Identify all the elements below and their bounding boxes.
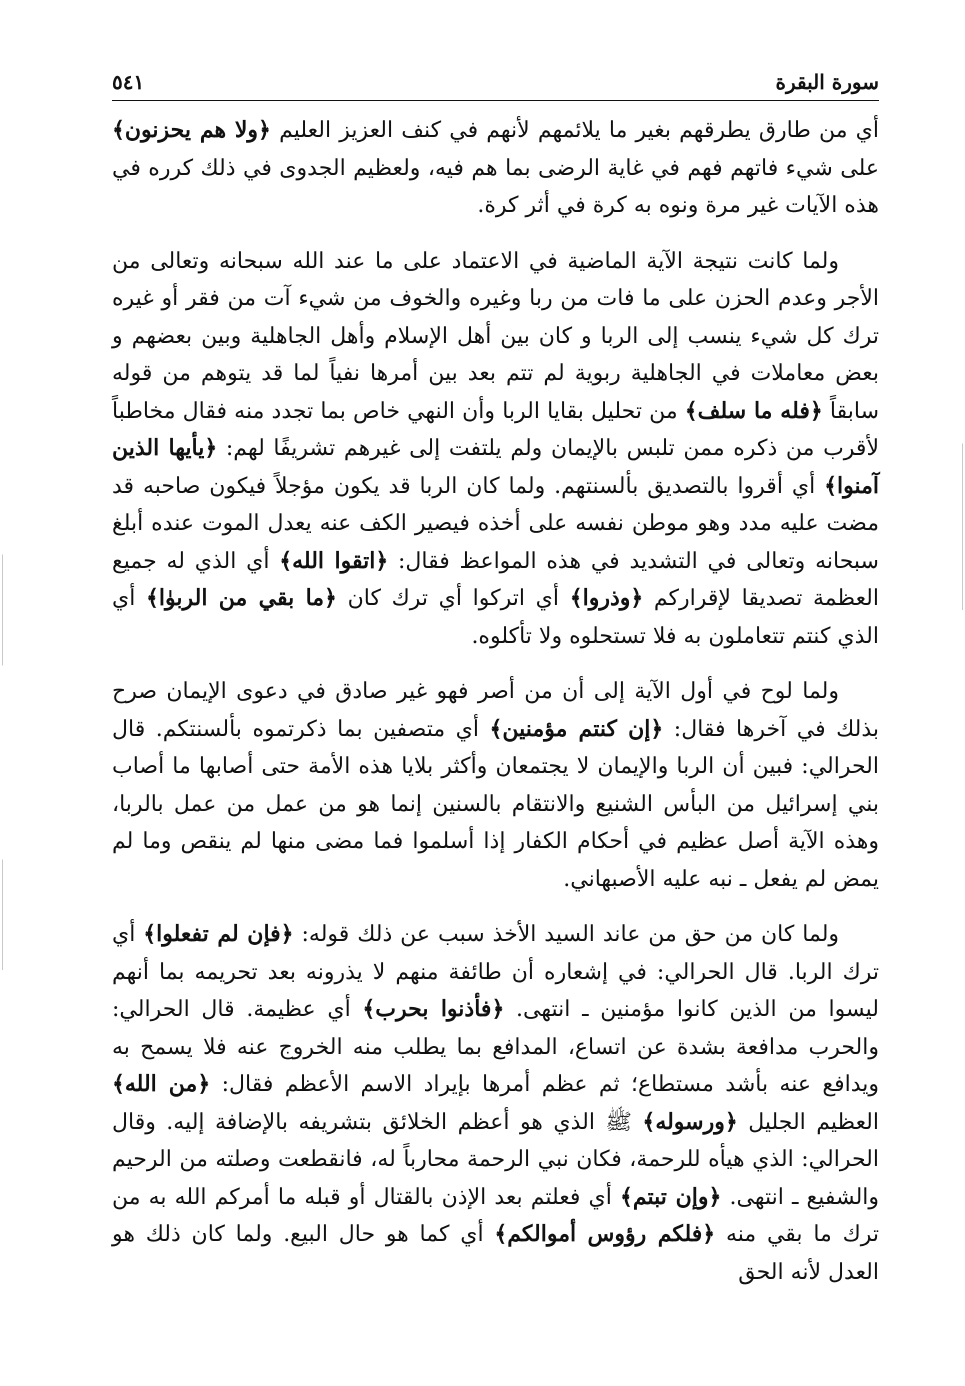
paragraph-text: أي أقروا بالتصديق بألسنتهم. ولما كان الربا قد يكون مؤجلاً فيكون صاحبه قد مضت عليه مدد وهو موطن نفسه على أخذه فيصير الكف عنه يعدل الموت عنده أبلغ سبحانه وتعالى في التشديد في هذه المواعظ فقال:	[112, 473, 879, 574]
paragraph-text: أي من طارق يطرقهم بغير ما يلائمهم لأنهم في كنف العزيز العليم	[270, 118, 879, 143]
paragraph	[112, 916, 879, 1291]
paragraph-text: ولما كانت نتيجة الآية الماضية في الاعتماد على ما عند الله سبحانه وتعالى من الأجر وعدم الحزن على ما فات من ربا وغيره والخوف من شيء آت من فقر أو غيره ترك كل شيء ينسب إلى الربا و كان بين أهل الإسلام وأهل الجاهلية وبين بعضهم و بعض معاملات في الجاهلية ربوية لم تتم بعد بين أمرها نفياً لما قد يتوهم من قوله سابقاً	[112, 248, 880, 424]
paragraph-text: من تحليل بقايا الربا وأن النهي خاص بما تجدد منه فقال مخاطباً لأقرب من ذكره ممن تلبس بالإيمان ولم يلتفت إلى غيرهم تشريفًا لهم:	[112, 398, 879, 461]
paragraph-text: العظيم الجليل	[737, 1109, 880, 1135]
paragraph-text: أي الذي له جميع العظمة تصديقا لإقراركم	[112, 548, 879, 611]
quran-quote: ﴿فإن لم تفعلوا﴾	[143, 921, 294, 947]
quran-quote: ﴿إن كنتم مؤمنين﴾	[489, 715, 664, 742]
quran-quote: ﴿اتقوا الله﴾	[279, 547, 389, 574]
scan-edge-left	[2, 0, 3, 1386]
paragraph-text: أي فعلتم بعد الإذن بالقتال أو قبله ما أمركم الله به من ترك ما بقي منه	[112, 1184, 879, 1247]
paragraph-text: أي ترك الربا. قال الحرالي: في إشعاره أن طائفة منهم لا يذرونه بعد تحريمه بما أنهم ليسوا من الذين كانوا مؤمنين ـ انتهى.	[112, 922, 879, 1022]
page-number: ٥٤١	[112, 70, 145, 94]
paragraph-text: أي عظيمة. قال الحرالي: والحرب مدافعة بشدة عن اتساع، المدافع بما يطلب منه الخروج عنه فلا يسمح به ويدافع عنه بأشد مستطاع؛ ثم عظم أمرها بإيراد الاسم الأعظم فقال:	[112, 997, 879, 1097]
quran-quote: ﴿ما بقي من الربوٰا﴾	[146, 585, 337, 611]
quran-quote: ﴿من الله﴾	[112, 1071, 211, 1097]
quran-quote: ﴿وإن تبتم﴾	[619, 1183, 722, 1210]
paragraph-text: أي اتركوا أي ترك كان	[336, 586, 570, 611]
scan-edge-right	[962, 0, 963, 1386]
page-header	[112, 60, 879, 101]
paragraph-text: ولما لوح في أول الآية إلى أن من أصر فهو غير صادق في دعوى الإيمان صرح بذلك في آخرها فقال:	[112, 679, 880, 742]
quran-quote: ﴿وذروا﴾	[569, 585, 644, 611]
surah-title: سورة البقرة	[775, 70, 879, 94]
page-body	[112, 112, 879, 1291]
paragraph	[112, 673, 879, 898]
quran-quote: ﴿ولا هم يحزنون﴾	[112, 117, 271, 143]
paragraph-text: أي متصفين بما ذكرتموه بألسنتكم. قال الحرالي: فبين أن الربا والإيمان لا يجتمعان وأكثر بلايا هذه الأمة حتى أصابها ما أصاب بني إسرائيل من البأس الشنيع والانتقام بالسنين إنما هو من عمل من عمل بالربا، وهذه الآية أصل عظيم في أحكام الكفار إذا أسلموا فما مضى منها لم ينقص وما لم يمض لم يفعل ـ نبه عليه الأصبهاني.	[112, 716, 879, 892]
quran-quote: ﴿فله ما سلف﴾	[684, 397, 823, 424]
quran-quote: ﴿فلكم رؤوس أموالكم﴾	[494, 1221, 716, 1247]
paragraph	[112, 243, 879, 656]
paragraph	[112, 112, 879, 225]
quran-quote: ﴿ورسوله﴾	[642, 1108, 738, 1135]
quran-quote: ﴿يأيها الذين آمنوا﴾	[112, 435, 879, 499]
paragraph-text: ولما كان من حق من عاند السيد الأخذ سبب عن ذلك قوله:	[293, 922, 840, 947]
paragraph-text: ﷺ الذي هو أعظم الخلائق بتشريفه بالإضافة إليه. وقال الحرالي: الذي هيأه للرحمة، فكان نبي الرحمة محارباً له، فانقطعت وصلته من الرحيم والشفيع ـ انتهى.	[112, 1109, 880, 1210]
quran-quote: ﴿فأذنوا بحرب﴾	[362, 996, 505, 1022]
paragraph-text: على شيء فاتهم فهم في غاية الرضى بما هم فيه، ولعظيم الجدوى في ذلك كرره في هذه الآيات غير مرة ونوه به كرة في أثر كرة.	[112, 155, 879, 218]
paragraph-text: أي الذي كنتم تتعاملون به فلا تستحلوه ولا تأكلوه.	[112, 586, 879, 649]
paragraph-text: أي كما هو حال البيع. ولما كان ذلك هو العدل لأنه الحق	[112, 1222, 879, 1285]
